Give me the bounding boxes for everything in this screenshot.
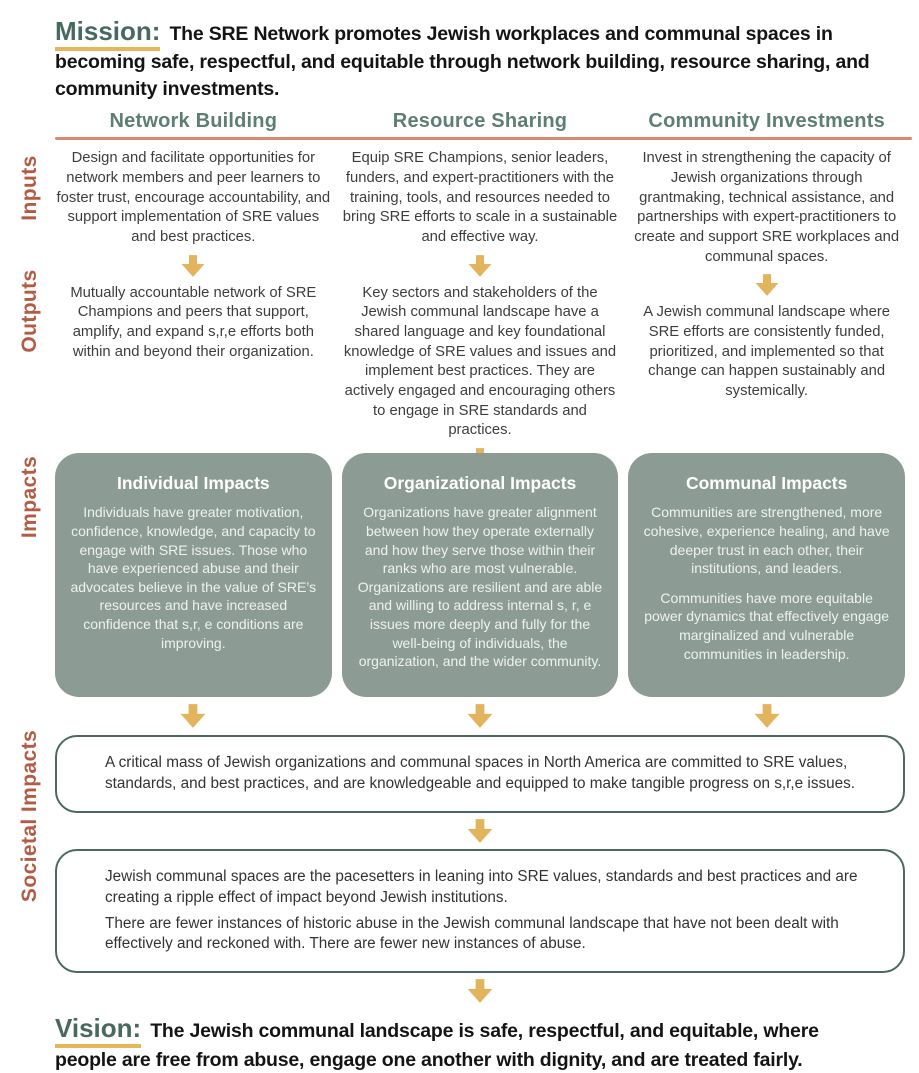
community-investments-column (628, 149, 905, 477)
row-label-outputs: Outputs (18, 269, 41, 353)
organizational-impacts-title: Organizational Impacts (383, 473, 577, 494)
down-arrow-icon (466, 254, 494, 278)
organizational-impacts-text: Organizations have greater alignment between how they operate externally and how they serve those within their ranks who are most vulnerable. Organizations are resilient and are able and willing to address internal s, r, e issues more deeply and fully for the well-being of individuals, the organization, and the wider community. (357, 504, 603, 670)
down-arrow-icon (465, 818, 495, 844)
down-arrow-icon (179, 254, 207, 278)
communal-impacts-text-2: Communities have more equitable power dynamics that effectively engage marginalized and vulnerable communities in leadership. (644, 589, 890, 662)
vision-label: Vision: (55, 1013, 141, 1048)
inputs-outputs-area (55, 149, 905, 453)
mission-text: The SRE Network promotes Jewish workplaces and communal spaces in becoming safe, respectful, and equitable through network building, resource sharing, and community investments. (55, 23, 870, 100)
row-label-impacts: Impacts (18, 455, 41, 539)
societal-impacts-section (55, 735, 905, 1009)
down-arrow-icon (465, 703, 495, 729)
network-building-column (55, 149, 332, 477)
header-divider-line (55, 137, 912, 140)
organizational-impacts-box (342, 453, 619, 697)
column-header-network-building: Network Building (109, 110, 278, 133)
down-arrow-icon (753, 273, 781, 297)
row-label-inputs: Inputs (18, 155, 41, 221)
societal-impacts-box-1 (55, 735, 905, 813)
vision-section (0, 1009, 919, 1073)
down-arrow-icon (178, 703, 208, 729)
resource-sharing-column (342, 149, 619, 477)
mission-paragraph (55, 14, 885, 102)
column-headers (55, 102, 905, 133)
outputs-text-network-building: Mutually accountable network of SRE Champions and peers that support, amplify, and expand s,r,e efforts both within and beyond their organization. (70, 284, 317, 360)
societal-impacts-box-2 (55, 849, 905, 973)
inputs-text-network-building: Design and facilitate opportunities for network members and peer learners to foster trust, encourage accountability, and support implementation of SRE values and best practices. (56, 150, 331, 246)
communal-impacts-text: Communities are strengthened, more cohesive, experience healing, and have deeper trust in each other, their institutions, and leaders. (643, 504, 890, 577)
communal-impacts-box (628, 453, 905, 697)
individual-impacts-box (55, 453, 332, 697)
individual-impacts-text: Individuals have greater motivation, confidence, knowledge, and capacity to engage with SRE issues. Those who have experienced abuse and their advocates believe in the value of SRE’s resources and have increased confidence that s,r, e conditions are improving. (70, 504, 317, 651)
inputs-text-resource-sharing: Equip SRE Champions, senior leaders, funders, and expert-practitioners with the training, tools, and resources needed to bring SRE efforts to scale in a sustainable and effective way. (342, 150, 618, 246)
down-arrow-icon (752, 703, 782, 729)
impacts-row (55, 453, 905, 697)
inputs-text-community-investments: Invest in strengthening the capacity of Jewish organizations through grantmaking, technical assistance, and partnerships with expert-practitioners to create and support SRE workplaces and communal spaces. (634, 150, 900, 265)
vision-paragraph (55, 1011, 885, 1073)
vision-text: The Jewish communal landscape is safe, respectful, and equitable, where people are free from abuse, engage one another with dignity, and are treated fairly. (55, 1020, 819, 1071)
impacts-arrows-row (55, 697, 905, 735)
down-arrow-icon (465, 978, 495, 1004)
individual-impacts-title: Individual Impacts (116, 473, 270, 494)
communal-impacts-title: Communal Impacts (685, 473, 848, 494)
outputs-text-resource-sharing: Key sectors and stakeholders of the Jewish communal landscape have a shared language and key foundational knowledge of SRE values and issues and implement best practices. They are actively engaged and encouraging others to engage in SRE standards and practices. (343, 284, 617, 439)
mission-label: Mission: (55, 16, 160, 51)
societal-impacts-box-2-text: Jewish communal spaces are the pacesetters in leaning into SRE values, standards and best practices and are creating a ripple effect of impact beyond Jewish institutions. (105, 867, 858, 906)
row-label-societal-impacts: Societal Impacts (18, 729, 41, 903)
societal-impacts-box-2-text-2: There are fewer instances of historic abuse in the Jewish communal landscape that have not been dealt with effectively and reckoned with. There are fewer new instances of abuse. (105, 914, 839, 953)
column-header-resource-sharing: Resource Sharing (392, 110, 568, 133)
mission-section (0, 0, 919, 102)
outputs-text-community-investments: A Jewish communal landscape where SRE efforts are consistently funded, prioritized, and implemented so that change can happen sustainably and systemically. (643, 304, 891, 400)
societal-impacts-box-1-text: A critical mass of Jewish organizations and communal spaces in North America are committed to SRE values, standards, and best practices, and are knowledgeable and equipped to make tangible progress on s,r,e issues. (105, 754, 856, 793)
column-header-community-investments: Community Investments (648, 110, 885, 133)
